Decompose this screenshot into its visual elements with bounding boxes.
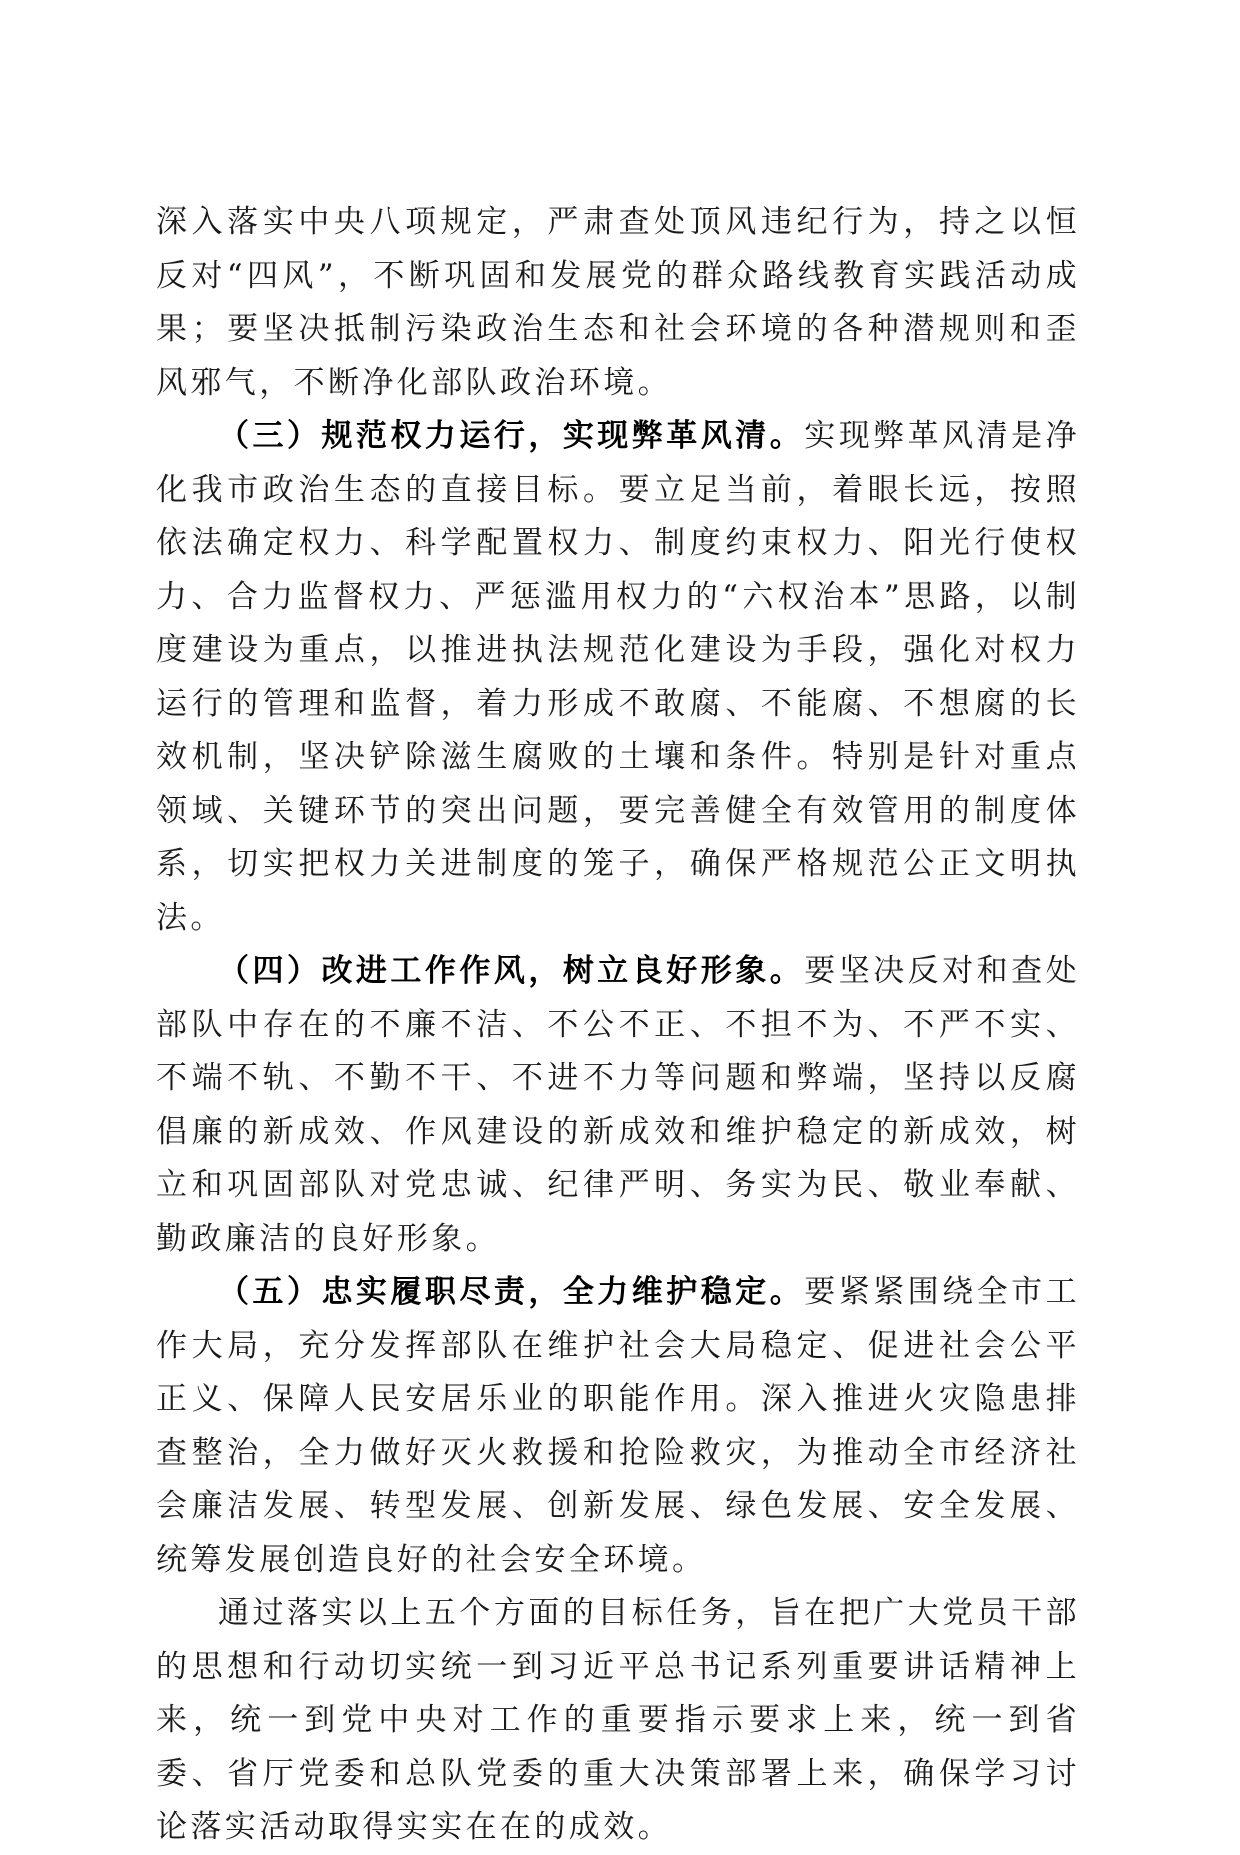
paragraph-body: 要坚决反对和查处部队中存在的不廉不洁、不公不正、不担不为、不严不实、不端不轨、不勤不干、不进不力等问题和弊端，坚持以反腐倡廉的新成效、作风建设的新成效和维护稳定的新成效，树立和巩固部队对党忠诚、纪律严明、务实为民、敬业奉献、勤政廉洁的良好形象。 [156, 953, 1080, 1257]
paragraph-body: 要紧紧围绕全市工作大局，充分发挥部队在维护社会大局稳定、促进社会公平正义、保障人民安居乐业的职能作用。深入推进火灾隐患排查整治，全力做好灭火救援和抢险救灾，为推动全市经济社会廉洁发展、转型发展、创新发展、绿色发展、安全发展、统筹发展创造良好的社会安全环境。 [156, 1274, 1080, 1578]
paragraph-body: 通过落实以上五个方面的目标任务，旨在把广大党员干部的思想和行动切实统一到习近平总书记系列重要讲话精神上来，统一到党中央对工作的重要指示要求上来，统一到省委、省厅党委和总队党委的重大决策部署上来，确保学习讨论落实活动取得实实在在的成效。 [156, 1595, 1080, 1845]
paragraph-body: 深入落实中央八项规定，严肃查处顶风违纪行为，持之以恒反对“四风”，不断巩固和发展党的群众路线教育实践活动成果；要坚决抵制污染政治生态和社会环境的各种潜规则和歪风邪气，不断净化部队政治环境。 [156, 204, 1080, 401]
section-heading-4: （四）改进工作作风，树立良好形象。 [218, 953, 805, 989]
paragraph-section-3 [156, 410, 1080, 945]
paragraph-continuation [156, 196, 1080, 410]
section-heading-5: （五）忠实履职尽责，全力维护稳定。 [218, 1274, 805, 1310]
paragraph-conclusion [156, 1587, 1080, 1855]
paragraph-section-4 [156, 945, 1080, 1266]
document-page [156, 196, 1080, 1855]
paragraph-body: 实现弊革风清是净化我市政治生态的直接目标。要立足当前，着眼长远，按照依法确定权力、科学配置权力、制度约束权力、阳光行使权力、合力监督权力、严惩滥用权力的“六权治本”思路，以制度建设为重点，以推进执法规范化建设为手段，强化对权力运行的管理和监督，着力形成不敢腐、不能腐、不想腐的长效机制，坚决铲除滋生腐败的土壤和条件。特别是针对重点领域、关键环节的突出问题，要完善健全有效管用的制度体系，切实把权力关进制度的笼子，确保严格规范公正文明执法。 [156, 418, 1080, 936]
section-heading-3: （三）规范权力运行，实现弊革风清。 [218, 418, 805, 454]
paragraph-section-5 [156, 1266, 1080, 1587]
